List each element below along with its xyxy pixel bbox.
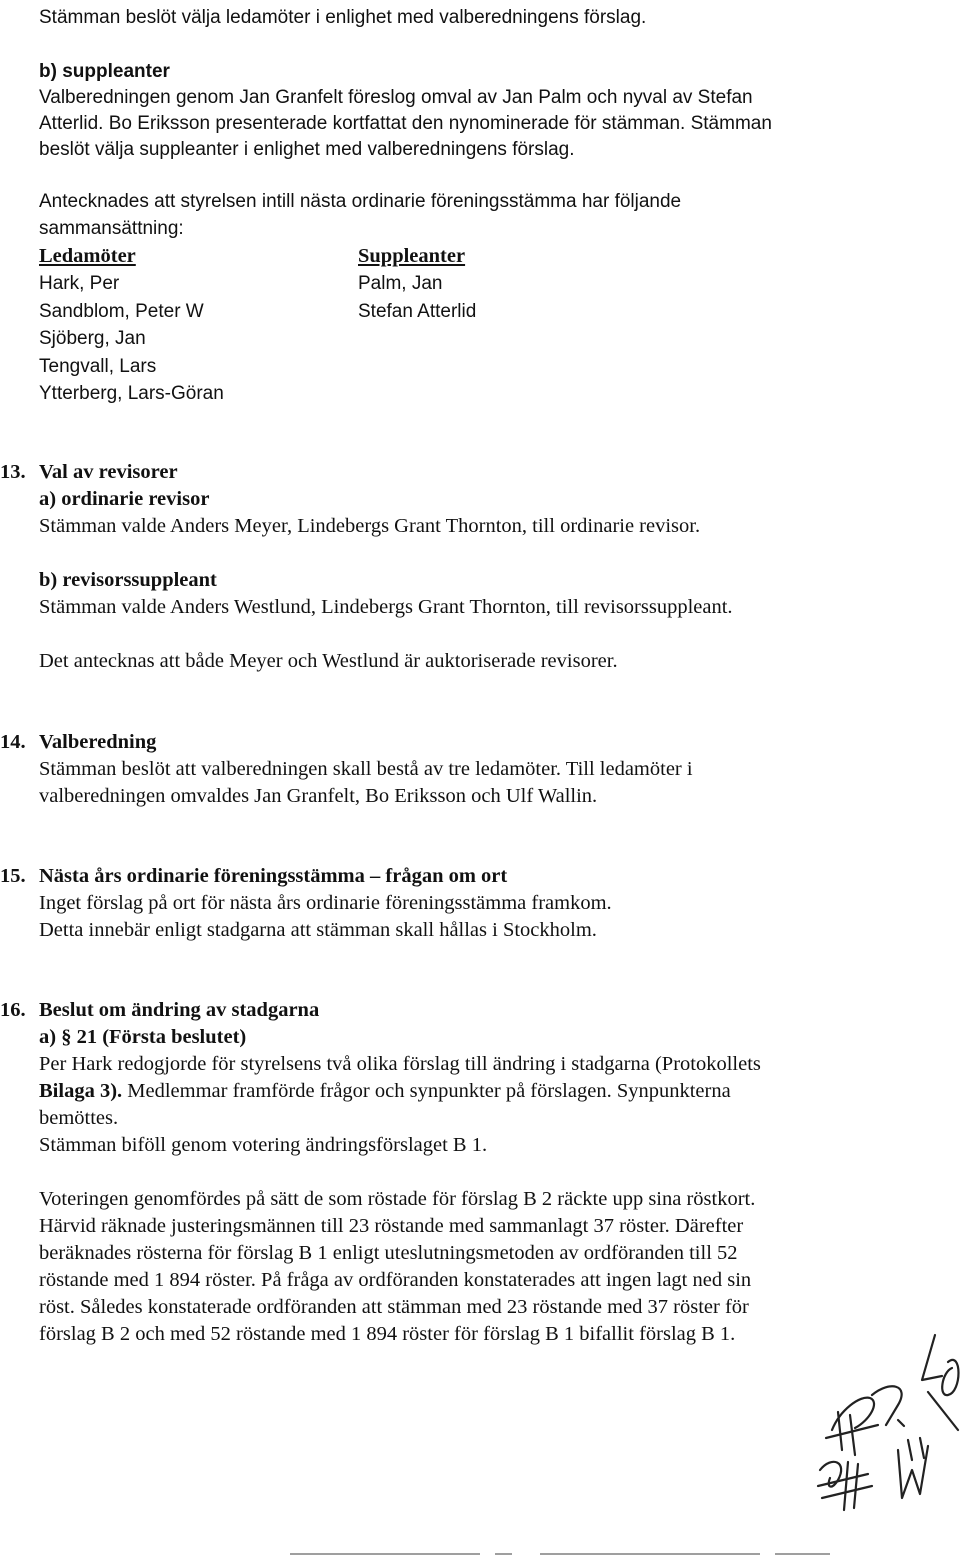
section-subheading: a) ordinarie revisor bbox=[39, 488, 210, 510]
board-member: Hark, Per bbox=[39, 273, 120, 294]
paragraph-line bbox=[39, 1081, 731, 1102]
paragraph-line: Voteringen genomfördes på sätt de som röstade för förslag B 2 räckte upp sina röstkort. bbox=[39, 1188, 756, 1210]
paragraph-text: Medlemmar framförde frågor och synpunkter på förslagen. Synpunkterna bbox=[122, 1080, 731, 1102]
paragraph-line: Detta innebär enligt stadgarna att stämman skall hållas i Stockholm. bbox=[39, 919, 597, 941]
section-number: 13. bbox=[0, 461, 26, 483]
paragraph-line: förslag B 2 och med 52 röstande med 1 894 röster för förslag B 1 bifallit förslag B 1. bbox=[39, 1323, 736, 1345]
paragraph-line: Stämman valde Anders Westlund, Lindebergs Grant Thornton, till revisorssuppleant. bbox=[39, 596, 733, 618]
board-member: Sandblom, Peter W bbox=[39, 301, 204, 322]
paragraph-line: Stämman beslöt att valberedningen skall bestå av tre ledamöter. Till ledamöter i bbox=[39, 758, 693, 780]
section-title: Valberedning bbox=[39, 731, 157, 753]
suppleanter-heading: Suppleanter bbox=[358, 245, 466, 267]
section-number: 16. bbox=[0, 999, 26, 1021]
paragraph-line: Valberedningen genom Jan Granfelt föreslog omval av Jan Palm och nyval av Stefan bbox=[39, 87, 753, 108]
paragraph-line: Det antecknas att både Meyer och Westlund är auktoriserade revisorer. bbox=[39, 650, 618, 672]
board-member: Tengvall, Lars bbox=[39, 356, 157, 377]
section-title: Nästa års ordinarie föreningsstämma – frågan om ort bbox=[39, 865, 508, 887]
bilaga-reference: Bilaga 3). bbox=[39, 1080, 123, 1102]
paragraph-line: Atterlid. Bo Eriksson presenterade kortfattat den nynominerade för stämman. Stämman bbox=[39, 113, 772, 134]
paragraph-line: röstande med 1 894 röster. På fråga av ordföranden konstaterades att ingen lagt ned sin bbox=[39, 1269, 752, 1291]
deputy-member: Palm, Jan bbox=[358, 273, 443, 294]
paragraph-line: sammansättning: bbox=[39, 218, 184, 239]
section-title: Val av revisorer bbox=[39, 461, 178, 483]
paragraph-line: beslöt välja suppleanter i enlighet med valberedningens förslag. bbox=[39, 139, 575, 160]
paragraph-line: valberedningen omvaldes Jan Granfelt, Bo Eriksson och Ulf Wallin. bbox=[39, 785, 598, 807]
section-title: Beslut om ändring av stadgarna bbox=[39, 999, 320, 1021]
section-subheading: a) § 21 (Första beslutet) bbox=[39, 1026, 247, 1048]
paragraph-line: Stämman biföll genom votering ändringsförslaget B 1. bbox=[39, 1134, 488, 1156]
paragraph-line: röst. Således konstaterade ordföranden att stämman med 23 röstande med 37 röster för bbox=[39, 1296, 749, 1318]
paragraph-line: Stämman valde Anders Meyer, Lindebergs Grant Thornton, till ordinarie revisor. bbox=[39, 515, 701, 537]
paragraph-line: beräknades rösterna för förslag B 1 enligt uteslutningsmetoden av ordföranden till 52 bbox=[39, 1242, 738, 1264]
paragraph-line: Antecknades att styrelsen intill nästa ordinarie föreningsstämma har följande bbox=[39, 191, 682, 212]
section-subheading: b) suppleanter bbox=[39, 61, 170, 82]
paragraph-line: Stämman beslöt välja ledamöter i enlighet med valberedningens förslag. bbox=[39, 7, 647, 28]
board-member: Ytterberg, Lars-Göran bbox=[39, 383, 224, 404]
section-subheading: b) revisorssuppleant bbox=[39, 569, 217, 591]
ledamoter-heading: Ledamöter bbox=[39, 245, 136, 267]
board-member: Sjöberg, Jan bbox=[39, 328, 146, 349]
paragraph-line: bemöttes. bbox=[39, 1107, 119, 1129]
paragraph-line: Härvid räknade justeringsmännen till 23 röstande med sammanlagt 37 röster. Därefter bbox=[39, 1215, 744, 1237]
deputy-member: Stefan Atterlid bbox=[358, 301, 477, 322]
section-number: 14. bbox=[0, 731, 26, 753]
section-number: 15. bbox=[0, 865, 26, 887]
paragraph-line: Per Hark redogjorde för styrelsens två olika förslag till ändring i stadgarna (Protokollets bbox=[39, 1053, 761, 1075]
paragraph-line: Inget förslag på ort för nästa års ordinarie föreningsstämma framkom. bbox=[39, 892, 612, 914]
